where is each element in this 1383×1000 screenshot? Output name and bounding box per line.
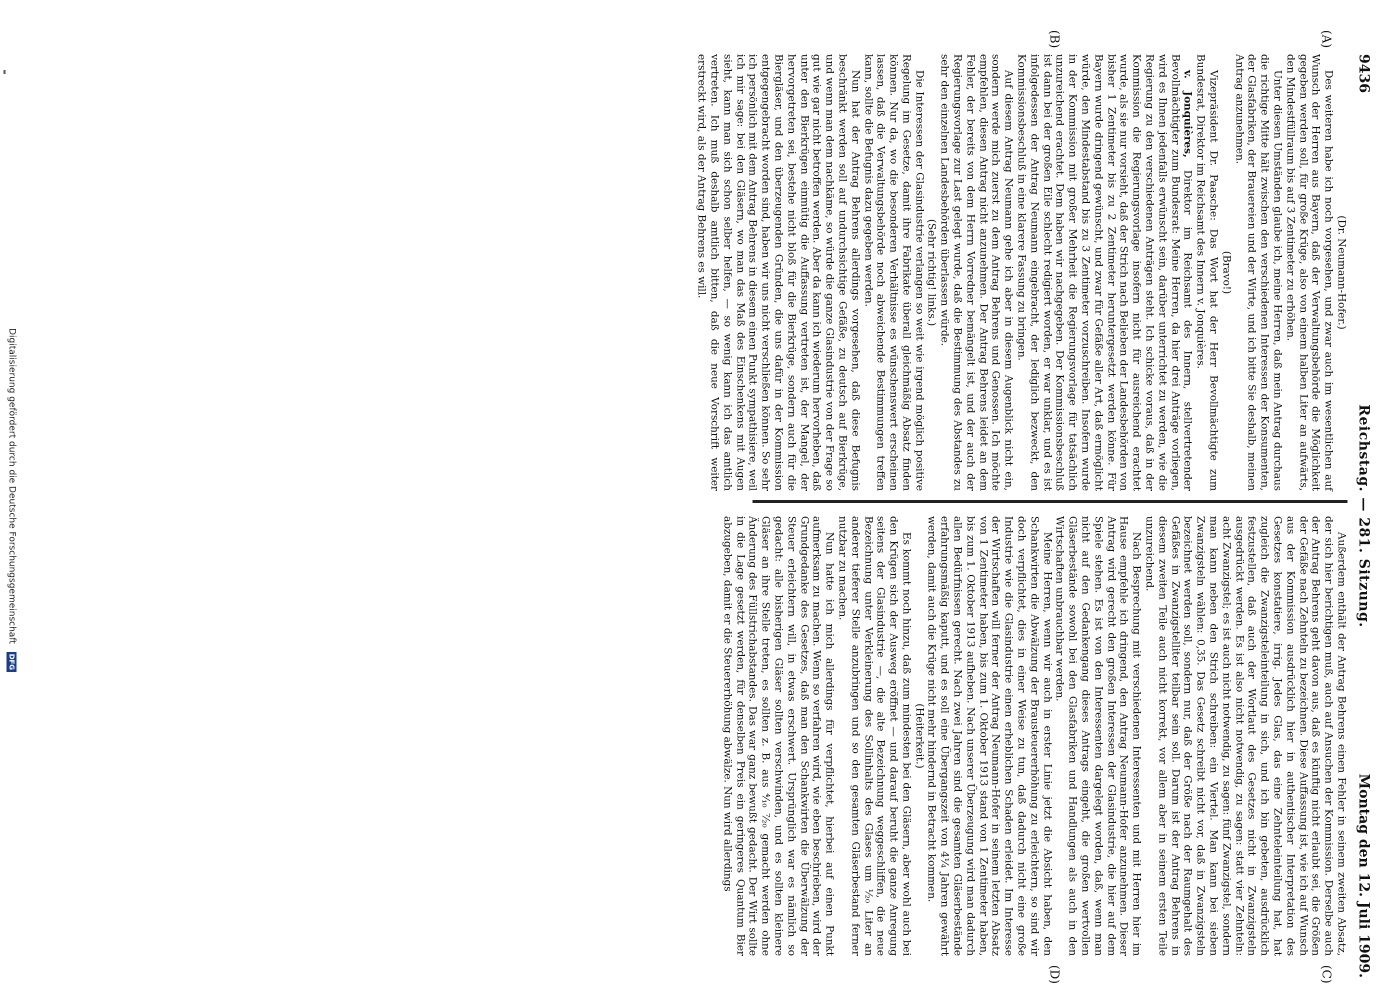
- paragraph: Auf diesem Antrag Neumann gehe ich aber in diesem Augenblick nicht ein, sondern werde mich zuerst zu dem Antrag Behrens und Genossen. Ich möchte empfehlen, diesen Antrag nicht anzunehmen. Der Antrag Behrens leidet an dem Fehler, der bereits von dem Herrn Vorredner bemängelt ist, und der auch der Regierungsvorlage zur Last gelegt wurde, daß die Bestimmung des Abstandes zu sehr den einzelnen Landesbehörden überlassen würde.: [938, 54, 1015, 491]
- paragraph: Die Interessen der Glasindustrie verlangen so weit wie irgend möglich positive Regelung im Gesetze, damit ihre Fabrikate überall gleichmäßig Absatz finden können. Nur da, wo die besonderen Verhältnisse es wünschenswert erscheinen lassen, daß die Verwaltungsbehörde noch abweichende Bestimmungen treffen kann, sollte die Befugnis dazu gegeben werden.: [861, 54, 925, 491]
- paragraph: Des weiteren habe ich noch vorgesehen, und zwar auch im wesentlichen auf Wunsch der Herren aus Bayern, daß der Verwaltungsbehörde die Möglichkeit gegeben werden soll, für große Krüge, also von einem halben Liter an aufwärts, den Mindestfüllraum bis auf 3 Zentimeter zu erhöhen.: [1283, 54, 1335, 491]
- speech-text: Direktor im Reichsamt des Innern, stellvertretender Bevollmächtigter zum Bundesrat: Meine Herren, da hier drei Anträge vorliegen, wird es Ihnen jedenfalls erwünscht sein, darüber unterrichtet zu werden, wie die Regierung zu den verschiedenen Anträgen steht. Ich schicke voraus, daß in der Kommission die Regierungsvorlage insofern nicht für ausreichend erachtet wurde, als sie nur vorsieht, daß der Strich nach Belieben der Landesbehörden von bisher 1 Zentimeter bis zu 2 Zentimeter heruntergesetzt werden könne. Für Bayern wurde dringend gewünscht, und zwar für Gefäße aller Art, daß ermöglicht würde, den Mindestabstand bis zu 3 Zentimeter vorzuschreiben. Insofern wurde in der Kommission mit großer Mehrheit die Regierungsvorlage für tatsächlich unzureichend erachtet. Dem haben wir nachgegeben. Der Kommissionsbeschluß ist dann bei der großen Eile schlecht redigiert worden, er war unklar, und es ist infolgedessen der Antrag Neumann eingebracht, der lediglich bezweckt, den Kommissionsbeschluß in eine klarere Fassung zu bringen.: [1015, 54, 1194, 491]
- paragraph: Unter diesen Umständen glaube ich, meine Herren, daß mein Antrag durchaus die richtige Mitte hält zwischen den verschiedenen Interessen der Konsumenten, der Glasfabriken, der Brauereien und der Wirte, und ich bitte Sie deshalb, meinen Antrag anzunehmen.: [1232, 54, 1284, 491]
- reaction: (Heiterkeit.): [912, 703, 925, 769]
- speaker-continuation: (Dr. Neumann-Hofer.): [1335, 215, 1347, 330]
- footer-text: Digitalisierung gefördert durch die Deutsche Forschungsgemeinschaft: [6, 328, 16, 644]
- paragraph: Außerdem enthält der Antrag Behrens einen Fehler in seinem zweiten Absatz, der sich hier berichtigen muß, auch auf Ansuchen der Kommission. Derselbe auch der Antrag Behrens geht davon aus, daß es künftig nicht erlaubt sei, die Größen der Gefäße nach Zehnteln zu bezeichnen. Diese Auffassung ist, wie ich auf Wunsch aus der Kommission ausdrücklich hier in authentischer Interpretation des Gesetzes konstatiere, irrig. Jedes Glas, das eine Zehnteleinteilung hat, hat zugleich die Zwanzigsteleinteilung in sich, und ich bin gebeten, ausdrücklich festzustellen, daß auch der Wortlaut des Gesetzes nicht in Zwanzigsteln ausgedrückt werden. Es ist also nicht notwendig, zu sagen: statt vier Zehnteln: acht Zwanzigstel; es ist auch nicht notwendig, zu sagen: fünf Zwanzigstel, sondern man kann neben den Strich schreiben: ein Viertel. Man kann bei sieben Zwanzigsteln wählen: 0,35. Das Gesetz schreibt nicht vor, daß in Zwanzigsteln bezeichnet werden soll, sondern nur, daß der Größe nach der Raumgehalt des Gefäßes in Zwanzigstelliter teilbar sein soll. Darum ist der Antrag Behrens in diesem zweiten Teile auch nicht korrekt, vor allem aber in seinem ersten Teile unzureichend.: [1143, 516, 1347, 956]
- paragraph: Nun hat der Antrag Behrens allerdings vorgesehen, daß diese Befugnis beschränkt werden soll auf undurchsichtige Gefäße, zu deutsch auf Bierkrüge, und wenn man dem nachkäme, so würde die ganze Glasindustrie von der Frage so gut wie gar nicht betroffen werden. Aber da kann ich wiederum hervorheben, daß unter den Bierkrügen einmütig die Auffassung vertreten ist, der Mangel, der hervorgetreten sei, bestehe nicht bloß für die Bierkrüge, sondern auch für die Biergläser, und den überzeugenden Gründen, die uns dafür in der Kommission entgegengebracht worden sind, haben wir uns nicht verschließen können. So sehr ich persönlich mit dem Antrag Behrens in diesem einen Punkt sympathisiere, weil ich mir sage: bei den Gläsern, wo man das Maß des Einschenkens mit Augen sieht, kann man sich schon selber helfen, — so wenig kann ich das amtlich vertreten. Ich muß deshalb amtlich bitten, daß die neue Vorschrift weiter erstreckt wird, als der Antrag Behrens es will.: [695, 54, 861, 491]
- paragraph: Vizepräsident Dr. Paasche: Das Wort hat der Herr Bevollmächtigte zum Bundesrat, Direktor im Reichsamt des Innern v. Jonquières.: [1194, 54, 1220, 491]
- paragraph: Meine Herren, wenn wir auch in erster Linie jetzt die Absicht haben, den Schankwirten die Abwälzung der Brausteuererhöhung zu erleichtern, so sind wir doch verpflichtet, dies in einer Weise zu tun, daß dadurch nicht eine große Industrie wie die Glasindustrie einen erheblichen Schaden erleidet. Im Interesse der Wirtschaften will ferner der Antrag Neumann-Hofer in seinem letzten Absatz von 1 Zentimeter haben, bis zum 1. Oktober 1913 stand von 1 Zentimeter haben, bis zum 1. Oktober 1913 aufheben. Nach unserer Überzeugung wird man dadurch allen Bedürfnissen gerecht. Nach zwei Jahren sind die gesamten Gläserbestände erfahrungsmäßig kaputt, und es soll eine Übergangszeit von 4¼ Jahren gewährt werden, damit auch die Krüge nicht mehr hindernd in Betracht kommen.: [925, 516, 1053, 956]
- margin-marker-a: (A): [1319, 30, 1333, 49]
- reaction: (Bravo!): [1219, 250, 1232, 295]
- page-date: Montag den 12. Juli 1909.: [1355, 773, 1371, 978]
- margin-marker-b: (B): [1047, 30, 1061, 49]
- left-column: [695, 54, 1347, 491]
- page-title: Reichstag. — 281. Sitzung.: [1355, 404, 1371, 628]
- digitization-footer: [4, 0, 18, 1000]
- margin-marker-d: (D): [1047, 965, 1061, 984]
- page-number: 9436: [1355, 54, 1371, 93]
- right-column: [720, 516, 1347, 956]
- reaction: (Sehr richtig! links.): [925, 218, 938, 327]
- column-divider: [752, 500, 1347, 503]
- page-header: [1349, 54, 1375, 978]
- paragraph: Nun hatte ich mich allerdings für verpflichtet, hierbei auf einen Punkt aufmerksam zu machen. Wenn so verfahren wird, wie eben beschrieben, wird der Grundgedanke des Gesetzes, daß man den Schankwirten die Überwälzung der Steuer erleichtern will, in etwas erschwert. Ursprünglich war es nämlich so gedacht: alle bisherigen Gläser sollten verschwinden, und es sollten kleinere Gläser an ihre Stelle treten, es sollten z. B. aus ⁴⁄₁₀ ⁷⁄₂₀ gemacht werden ohne Änderung des Füllstrichabstandes. Das war ganz bewußt gedacht. Der Wirt sollte in die Lage gesetzt werden, für denselben Preis ein geringeres Quantum Bier abzugeben, damit er die Steuererhöhung abwälze. Nun wird allerdings: [720, 516, 836, 956]
- paragraph: Nach Besprechung mit verschiedenen Interessenten und mit Herren hier im Hause empfehle ich dringend, den Antrag Neumann-Hofer anzunehmen. Dieser Antrag wird gerecht den großen Interessen der Glasindustrie, die hier auf dem Spiele stehen. Es ist von den Interessenten dargelegt worden, daß, wenn man nicht auf den Gedankengang dieses Antrags eingeht, die großen wertvollen Gläserbestände sowohl bei den Glasfabriken und Handlungen als auch in den Wirtschaften unbrauchbar werden.: [1053, 516, 1143, 956]
- paragraph: Es kommt noch hinzu, daß zum mindesten bei den Gläsern, aber wohl auch bei den Krügen sich der Ausweg eröffnet — und darauf beruht die ganze Anregung seitens der Glasindustrie —, die alte Bezeichnung weggeschliffen, die neue Bezeichnung unter Verkleinerung des Sollinhalts des Glases um ¹⁄₂₀ Liter an anderer tieferer Stelle anzubringen und so den gesamten Gläserbestand ferner nutzbar zu machen.: [835, 516, 912, 956]
- dfg-logo: DFG: [7, 653, 15, 671]
- margin-marker-c: (C): [1319, 965, 1333, 984]
- speech: [1014, 54, 1193, 491]
- speaker-name: v. Jonquières,: [1181, 70, 1194, 158]
